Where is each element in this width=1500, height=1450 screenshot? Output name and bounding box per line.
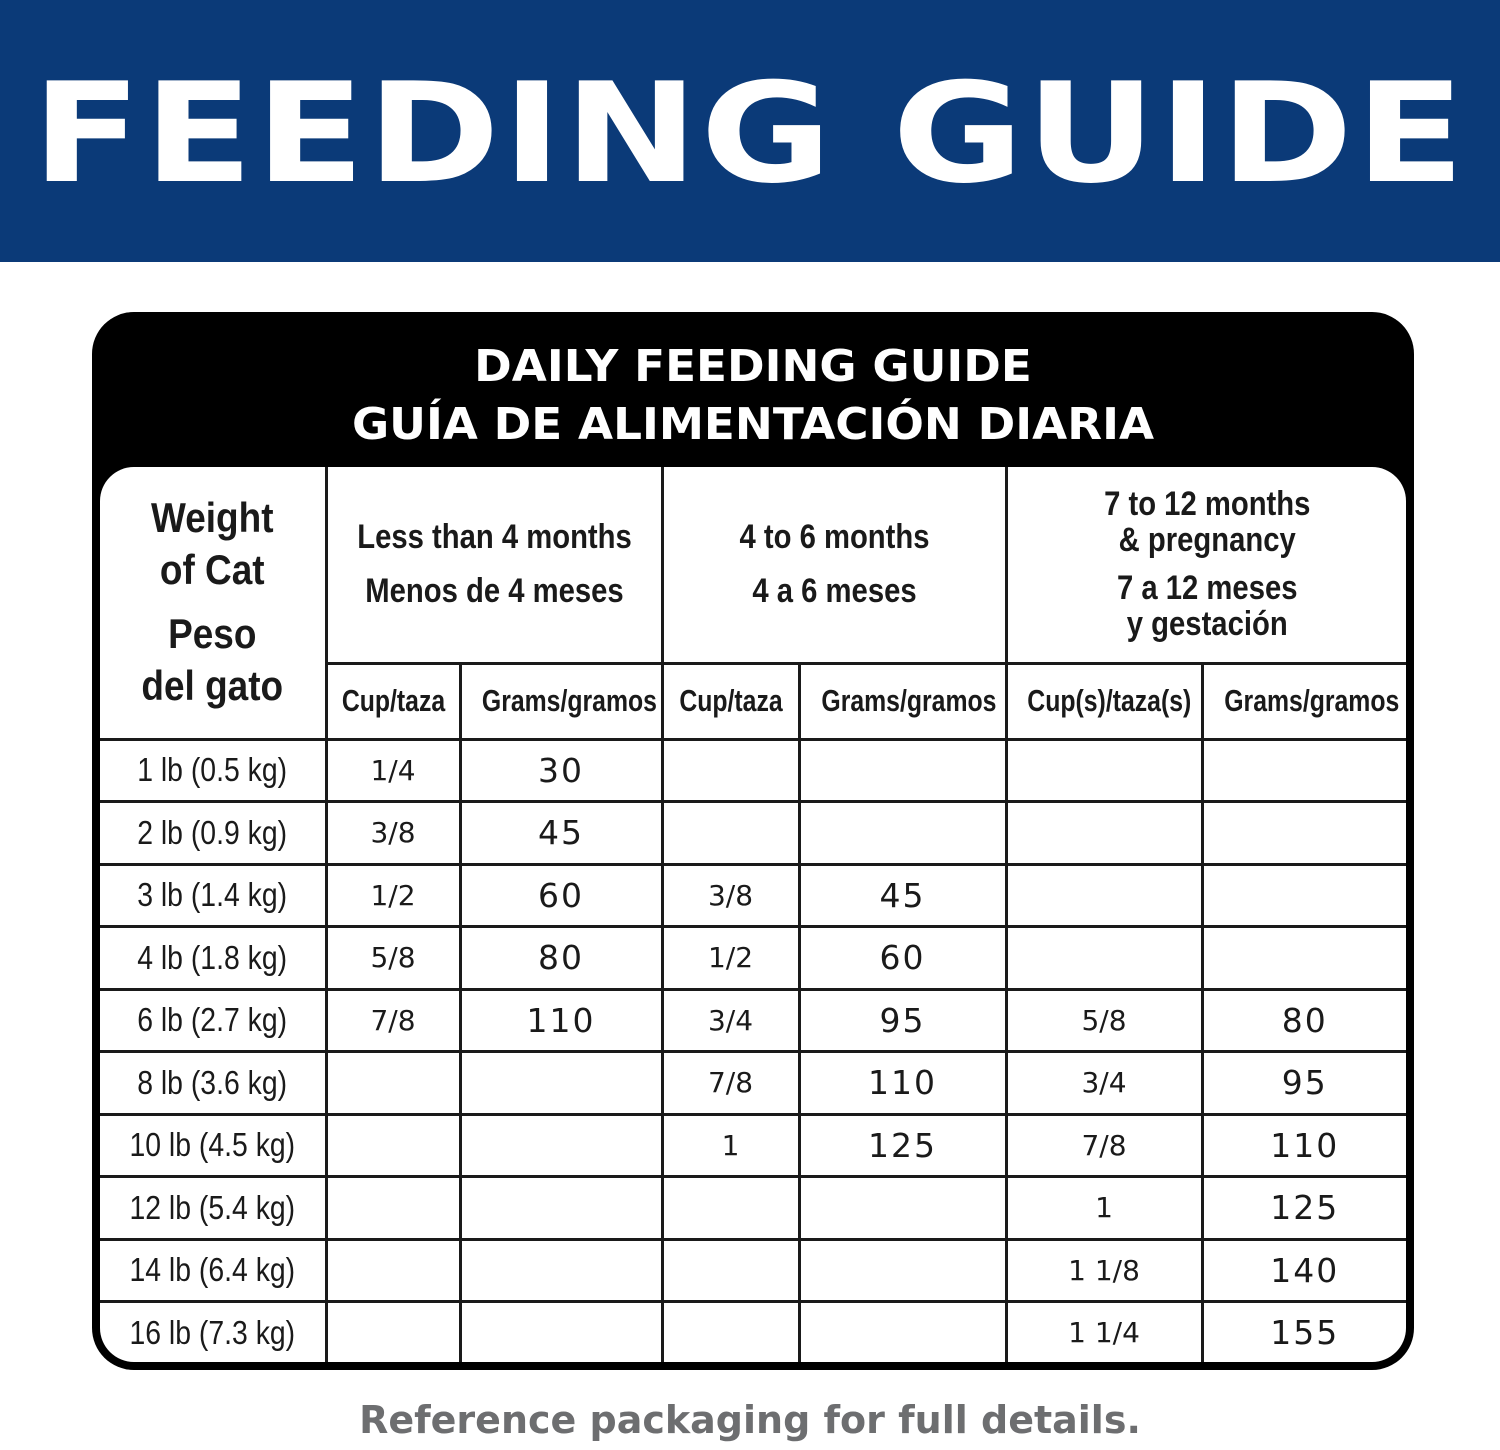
- grams-cell: [1202, 927, 1406, 990]
- grams-cell: 45: [799, 864, 1006, 927]
- grams-cell: [799, 739, 1006, 802]
- weight-cell: 10 lb (4.5 kg): [100, 1114, 326, 1177]
- cup-cell: [326, 1177, 460, 1240]
- table-row: [100, 739, 1406, 802]
- unit-header-grams-2: Grams/gramos: [1202, 663, 1406, 739]
- weight-cell: 3 lb (1.4 kg): [100, 864, 326, 927]
- grams-cell: [799, 802, 1006, 865]
- table-row: [100, 1177, 1406, 1240]
- grams-cell: 155: [1202, 1302, 1406, 1362]
- unit-header-cup-1: Cup/taza: [662, 663, 799, 739]
- grams-cell: [1202, 864, 1406, 927]
- grams-cell: [460, 1052, 662, 1115]
- weight-column-header: [100, 467, 326, 739]
- cup-cell: 3/8: [326, 802, 460, 865]
- cup-cell: 5/8: [1006, 989, 1202, 1052]
- cup-cell: [662, 1239, 799, 1302]
- age-group-header-1: [662, 467, 1006, 663]
- grams-cell: 60: [460, 864, 662, 927]
- grams-cell: [460, 1239, 662, 1302]
- grams-cell: [460, 1177, 662, 1240]
- feeding-table: [100, 467, 1406, 1362]
- cup-cell: [1006, 927, 1202, 990]
- age-group-2-es-line2: y gestación: [1126, 605, 1288, 644]
- cup-cell: [662, 739, 799, 802]
- weight-header-line2: of Cat: [159, 546, 265, 594]
- grams-cell: 60: [799, 927, 1006, 990]
- cup-cell: [1006, 864, 1202, 927]
- table-row: [100, 989, 1406, 1052]
- age-group-2-es-line1: 7 a 12 meses: [1116, 569, 1297, 608]
- cup-cell: 7/8: [1006, 1114, 1202, 1177]
- grams-cell: 45: [460, 802, 662, 865]
- card-header: [92, 338, 1414, 454]
- cup-cell: 1: [1006, 1177, 1202, 1240]
- weight-header-line4: del gato: [141, 662, 284, 710]
- cup-cell: [662, 1177, 799, 1240]
- grams-cell: 80: [1202, 989, 1406, 1052]
- cup-cell: [326, 1239, 460, 1302]
- cup-cell: [326, 1052, 460, 1115]
- cup-cell: [326, 1114, 460, 1177]
- cup-cell: 1 1/4: [1006, 1302, 1202, 1362]
- unit-header-cup-2: Cup(s)/taza(s): [1006, 663, 1202, 739]
- cup-cell: 7/8: [662, 1052, 799, 1115]
- footer-note: Reference packaging for full details.: [359, 1398, 1141, 1442]
- table-row: [100, 927, 1406, 990]
- table-row: [100, 864, 1406, 927]
- age-group-0-en: Less than 4 months: [356, 518, 632, 557]
- grams-cell: [1202, 739, 1406, 802]
- cup-cell: 3/4: [1006, 1052, 1202, 1115]
- feeding-table-wrap: [100, 467, 1406, 1362]
- cup-cell: 3/8: [662, 864, 799, 927]
- weight-cell: 1 lb (0.5 kg): [100, 739, 326, 802]
- grams-cell: [1202, 802, 1406, 865]
- cup-cell: 7/8: [326, 989, 460, 1052]
- weight-header-line3: Peso: [168, 610, 257, 658]
- table-row: [100, 1302, 1406, 1362]
- table-row: [100, 1239, 1406, 1302]
- grams-cell: 110: [799, 1052, 1006, 1115]
- grams-cell: 110: [460, 989, 662, 1052]
- table-row: [100, 802, 1406, 865]
- unit-header-cup-0: Cup/taza: [326, 663, 460, 739]
- grams-cell: 110: [1202, 1114, 1406, 1177]
- age-group-1-es: 4 a 6 meses: [751, 572, 917, 611]
- unit-header-grams-0: Grams/gramos: [460, 663, 662, 739]
- table-row: [100, 1052, 1406, 1115]
- grams-cell: 30: [460, 739, 662, 802]
- cup-cell: [662, 1302, 799, 1362]
- weight-header-line1: Weight: [150, 494, 274, 542]
- grams-cell: [799, 1239, 1006, 1302]
- weight-cell: 8 lb (3.6 kg): [100, 1052, 326, 1115]
- age-group-2-en-line2: & pregnancy: [1118, 521, 1296, 560]
- weight-cell: 6 lb (2.7 kg): [100, 989, 326, 1052]
- grams-cell: 95: [1202, 1052, 1406, 1115]
- grams-cell: [799, 1177, 1006, 1240]
- grams-cell: [460, 1302, 662, 1362]
- grams-cell: [799, 1302, 1006, 1362]
- cup-cell: 1 1/8: [1006, 1239, 1202, 1302]
- table-row: [100, 1114, 1406, 1177]
- cup-cell: 1: [662, 1114, 799, 1177]
- grams-cell: 140: [1202, 1239, 1406, 1302]
- card-title-es: GUÍA DE ALIMENTACIÓN DIARIA: [351, 399, 1155, 450]
- cup-cell: 1/2: [326, 864, 460, 927]
- cup-cell: 5/8: [326, 927, 460, 990]
- weight-cell: 2 lb (0.9 kg): [100, 802, 326, 865]
- age-group-header-2: [1006, 467, 1406, 663]
- weight-cell: 12 lb (5.4 kg): [100, 1177, 326, 1240]
- cup-cell: [662, 802, 799, 865]
- grams-cell: [460, 1114, 662, 1177]
- grams-cell: 95: [799, 989, 1006, 1052]
- card-title-en: DAILY FEEDING GUIDE: [474, 341, 1032, 392]
- cup-cell: [1006, 802, 1202, 865]
- grams-cell: 125: [799, 1114, 1006, 1177]
- unit-header-grams-1: Grams/gramos: [799, 663, 1006, 739]
- cup-cell: 1/2: [662, 927, 799, 990]
- cup-cell: 3/4: [662, 989, 799, 1052]
- weight-cell: 4 lb (1.8 kg): [100, 927, 326, 990]
- age-group-header-0: [326, 467, 662, 663]
- weight-cell: 16 lb (7.3 kg): [100, 1302, 326, 1362]
- age-group-1-en: 4 to 6 months: [738, 518, 930, 557]
- age-group-0-es: Menos de 4 meses: [364, 572, 624, 611]
- cup-cell: [1006, 739, 1202, 802]
- weight-cell: 14 lb (6.4 kg): [100, 1239, 326, 1302]
- age-group-2-en-line1: 7 to 12 months: [1103, 485, 1310, 524]
- banner-title: FEEDING GUIDE: [32, 53, 1468, 214]
- cup-cell: 1/4: [326, 739, 460, 802]
- header-banner: [0, 0, 1500, 262]
- grams-cell: 125: [1202, 1177, 1406, 1240]
- cup-cell: [326, 1302, 460, 1362]
- header-row-ages: [100, 467, 1406, 663]
- feeding-guide-card: [92, 312, 1414, 1370]
- grams-cell: 80: [460, 927, 662, 990]
